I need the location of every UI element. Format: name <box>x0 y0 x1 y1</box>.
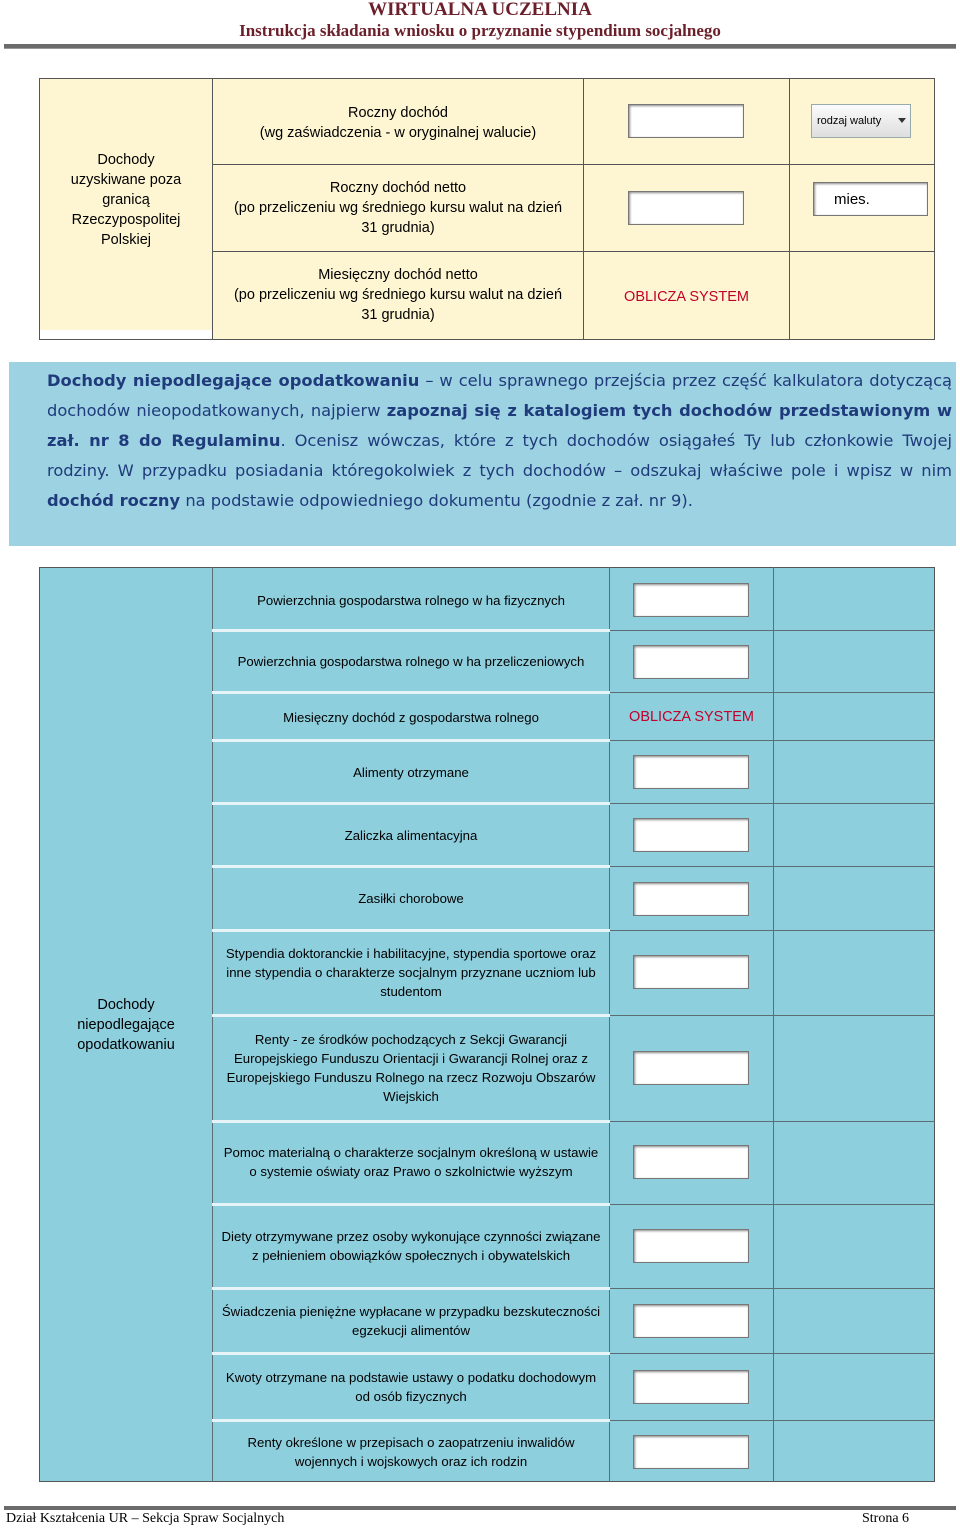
untaxed-income-row-label <box>216 1017 606 1118</box>
income-amount-input[interactable] <box>633 955 749 989</box>
currency-select-value: rodzaj waluty <box>817 115 882 127</box>
annual-net-income-note: (po przeliczeniu wg średniego kursu walut na dzień <box>233 200 563 216</box>
page-number: Strona 6 <box>862 1511 910 1526</box>
untaxed-income-label <box>40 990 212 1060</box>
row-label-text: Powierzchnia gospodarstwa rolnego w ha przeliczeniowych <box>237 654 585 669</box>
note-text-2: . Ocenisz wówczas, które z tych dochodów osiągałeś Ty lub członkowie Twojej rodziny. W przypadku posiadania któregokolwiek z tych dochodów – odszukaj właściwe pole i wpisz w nim <box>47 431 952 480</box>
row-label-text: Zaliczka alimentacyjna <box>344 827 478 843</box>
note-bold-1: zapoznaj się z katalogiem tych dochodów przedstawionym w zał. nr 8 do Regulaminu <box>47 401 952 450</box>
currency-select[interactable] <box>811 104 911 138</box>
note-bold-2: dochód roczny <box>47 491 181 510</box>
system-calculated-label: OBLICZA SYSTEM <box>624 289 749 305</box>
annual-net-income-date: 31 grudnia) <box>361 220 435 236</box>
row-label-text: Miesięczny dochód z gospodarstwa rolnego <box>283 709 539 725</box>
income-amount-input[interactable] <box>633 583 749 617</box>
income-amount-input[interactable] <box>633 755 749 789</box>
untaxed-income-label-text: Dochody niepodlegające opodatkowaniu <box>77 997 175 1053</box>
annual-net-income-label <box>213 168 583 248</box>
divider <box>212 251 935 252</box>
row-label-text: Kwoty otrzymane na podstawie ustawy o podatku dochodowym od osób fizycznych <box>225 1369 597 1404</box>
untaxed-income-row-label <box>216 1206 606 1286</box>
note-text-3: na podstawie odpowiedniego dokumentu (zgodnie z zał. nr 9). <box>180 491 693 510</box>
untaxed-income-row-label <box>216 742 606 802</box>
untaxed-income-row-label <box>216 868 606 929</box>
annual-income-title: Roczny dochód <box>348 105 448 121</box>
row-label-text: Powierzchnia gospodarstwa rolnego w ha fizycznych <box>257 592 565 608</box>
untaxed-income-row-label <box>216 932 606 1012</box>
cell-gap <box>40 330 212 339</box>
period-field[interactable]: mies. <box>813 182 928 216</box>
income-amount-input[interactable] <box>633 1435 749 1469</box>
income-amount-input[interactable] <box>633 645 749 679</box>
untaxed-income-row-label <box>216 1290 606 1351</box>
income-amount-input[interactable] <box>633 1145 749 1179</box>
system-calculated-label: OBLICZA SYSTEM <box>629 709 754 725</box>
untaxed-income-row-label <box>216 694 606 740</box>
untaxed-income-row-label <box>216 805 606 865</box>
row-label-text: Diety otrzymywane przez osoby wykonujące czynności związane z pełnieniem obowiązków społecznych i obywatelskich <box>221 1229 601 1263</box>
foreign-income-label <box>40 150 212 250</box>
untaxed-income-row-label <box>216 1355 606 1418</box>
income-amount-input[interactable] <box>633 1229 749 1263</box>
document-title: WIRTUALNA UCZELNIA <box>368 0 592 20</box>
foreign-income-label-text: Dochody uzyskiwane poza granicą Rzeczypospolitej Polskiej <box>70 152 182 248</box>
footer-divider <box>4 1506 956 1510</box>
divider <box>789 78 790 340</box>
row-label-text: Zasiłki chorobowe <box>358 891 464 906</box>
untaxed-income-row-label <box>216 632 606 691</box>
footer-department: Dział Kształcenia UR – Sekcja Spraw Socjalnych <box>6 1511 285 1526</box>
row-label-text: Alimenty otrzymane <box>353 764 469 780</box>
divider <box>773 567 774 1482</box>
untaxed-income-row-label <box>216 571 606 629</box>
row-label-text: Pomoc materialną o charakterze socjalnym określoną w ustawie o systemie oświaty oraz Prawo o szkolnictwie wyższym <box>223 1144 599 1179</box>
divider <box>212 164 935 165</box>
untaxed-income-row-label <box>216 1123 606 1200</box>
income-amount-input[interactable] <box>633 1051 749 1085</box>
income-amount-input[interactable] <box>633 1370 749 1404</box>
income-amount-input[interactable] <box>633 882 749 916</box>
annual-net-income-input[interactable] <box>628 191 744 225</box>
note-text-1: – w celu sprawnego przejścia przez część kalkulatora dotyczącą dochodów nieopodatkowanych, najpierw <box>47 371 952 420</box>
annual-income-input[interactable] <box>628 104 744 138</box>
annual-income-note: (wg zaświadczenia - w oryginalnej walucie) <box>259 125 537 141</box>
income-amount-input[interactable] <box>633 1304 749 1338</box>
monthly-net-income-date: 31 grudnia) <box>361 307 435 323</box>
instruction-note <box>9 362 956 546</box>
income-amount-input[interactable] <box>633 818 749 852</box>
annual-income-label <box>213 88 583 158</box>
monthly-net-income-label <box>213 255 583 335</box>
monthly-net-income-note: (po przeliczeniu wg średniego kursu walut na dzień <box>233 287 563 303</box>
header-divider <box>4 44 956 49</box>
row-label-text: Stypendia doktoranckie i habilitacyjne, stypendia sportowe oraz inne stypendia o charakterze socjalnym przyznane uczniom lub studentom <box>225 945 597 999</box>
document-subtitle: Instrukcja składania wniosku o przyznanie stypendium socjalnego <box>239 21 721 40</box>
chevron-down-icon <box>898 118 906 123</box>
note-lead: Dochody niepodlegające opodatkowaniu <box>47 371 420 390</box>
annual-net-income-title: Roczny dochód netto <box>329 180 467 196</box>
untaxed-income-row-label <box>216 1422 606 1481</box>
row-label-text: Renty określone w przepisach o zaopatrzeniu inwalidów wojennych i wojskowych oraz ich rodzin <box>247 1434 575 1469</box>
monthly-net-income-title: Miesięczny dochód netto <box>318 267 478 283</box>
divider <box>212 567 213 1482</box>
row-label-text: Renty - ze środków pochodzących z Sekcji Gwarancji Europejskiego Funduszu Orientacji i Gwarancji Rolnej oraz z Europejskiego Funduszu Rolnego na rzecz Rozwoju Obszarów Wiejskich <box>226 1031 596 1104</box>
row-label-text: Świadczenia pieniężne wypłacane w przypadku bezskuteczności egzekucji alimentów <box>221 1303 601 1338</box>
